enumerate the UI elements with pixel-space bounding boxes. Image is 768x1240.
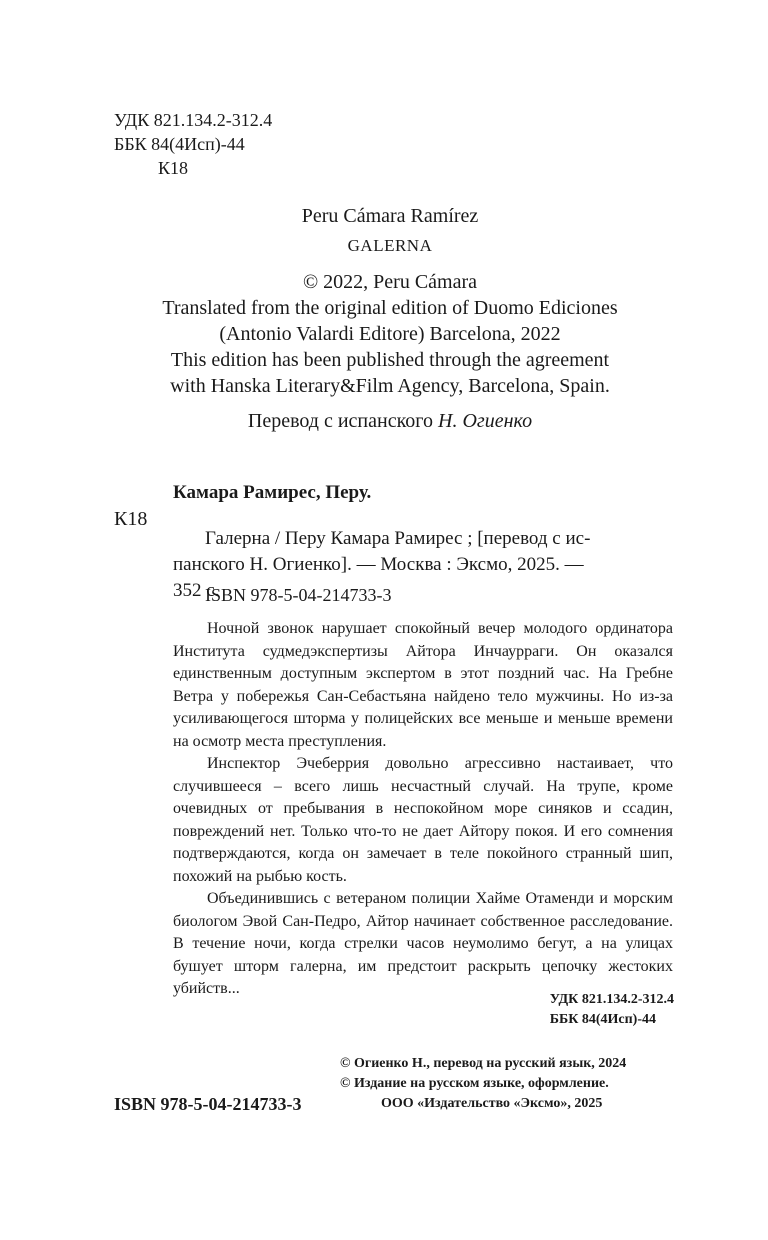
copyright-block xyxy=(340,1054,680,1114)
rights-line: with Hanska Literary&Film Agency, Barcelona, Spain. xyxy=(170,375,610,397)
footer-udk: УДК 821.134.2-312.4 xyxy=(549,992,674,1007)
annotation xyxy=(173,618,673,1001)
rights-line: This edition has been published through the agreement xyxy=(170,349,610,371)
translation-credit xyxy=(100,408,680,434)
original-title: GALERNA xyxy=(347,236,433,255)
footer-codes xyxy=(550,990,674,1030)
rights-block xyxy=(100,269,680,399)
rights-line: © 2022, Peru Cámara xyxy=(302,271,478,293)
rights-line: (Antonio Valardi Editore) Barcelona, 2022 xyxy=(219,323,561,345)
card-description-line: Галерна / Перу Камара Рамирес ; [перевод с ис- xyxy=(205,528,591,549)
footer-isbn: ISBN 978-5-04-214733-3 xyxy=(114,1094,302,1114)
rights-line: Translated from the original edition of Duomo Ediciones xyxy=(162,297,618,319)
classification-codes xyxy=(114,108,272,180)
card-isbn: ISBN 978-5-04-214733-3 xyxy=(205,585,392,605)
original-author: Peru Cámara Ramírez xyxy=(301,205,479,227)
card-description-line: панского Н. Огиенко]. — Москва : Эксмо, 2025. — xyxy=(173,554,584,575)
annotation-paragraph: Объединившись с ветераном полиции Хайме Отаменди и морским биологом Эвой Сан-Педро, Айтор начинает собственное расследование. В течение ночи, когда стрелки часов неумолимо бегут, а на улицах бушует шторм галерна, им предстоит раскрыть цепочку жестоких убийств... xyxy=(173,890,673,997)
card-heading: Камара Рамирес, Перу. xyxy=(173,482,372,503)
copyright-line: © Издание на русском языке, оформление. xyxy=(340,1076,609,1091)
copyright-line: © Огиенко Н., перевод на русский язык, 2024 xyxy=(340,1056,627,1071)
bbk-code: ББК 84(4Исп)-44 xyxy=(114,134,245,154)
copyright-line: ООО «Издательство «Эксмо», 2025 xyxy=(381,1096,603,1111)
annotation-paragraph: Инспектор Эчеберрия довольно агрессивно настаивает, что случившееся – всего лишь несчастный случай. На трупе, кроме очевидных от пребывания в неспокойном море синяков и ссадин, повреждений нет. Только что-то не дает Айтору покоя. И его сомнения подтверждаются, когда он замечает в теле покойного странный шип, похожий на рыбью кость. xyxy=(173,755,673,885)
udk-code: УДК 821.134.2-312.4 xyxy=(114,110,273,130)
author-mark: К18 xyxy=(158,158,189,178)
annotation-paragraph: Ночной звонок нарушает спокойный вечер молодого ординатора Института судмедэкспертизы Айтора Инчаурраги. Он оказался единственным доступным экспертом в этот поздний час. На Гребне Ветра у побережья Сан-Себастьяна найдено тело мужчины. Но из-за усиливающегося шторма у полицейских все меньше и меньше времени на осмотр места преступления. xyxy=(173,620,673,750)
translator-name: Н. Огиенко xyxy=(438,410,533,432)
card-author-mark: К18 xyxy=(114,508,148,530)
card-description-line: 352 с. xyxy=(173,580,220,601)
footer-bbk: ББК 84(4Исп)-44 xyxy=(549,1012,657,1027)
translation-prefix: Перевод с испанского xyxy=(247,410,439,432)
